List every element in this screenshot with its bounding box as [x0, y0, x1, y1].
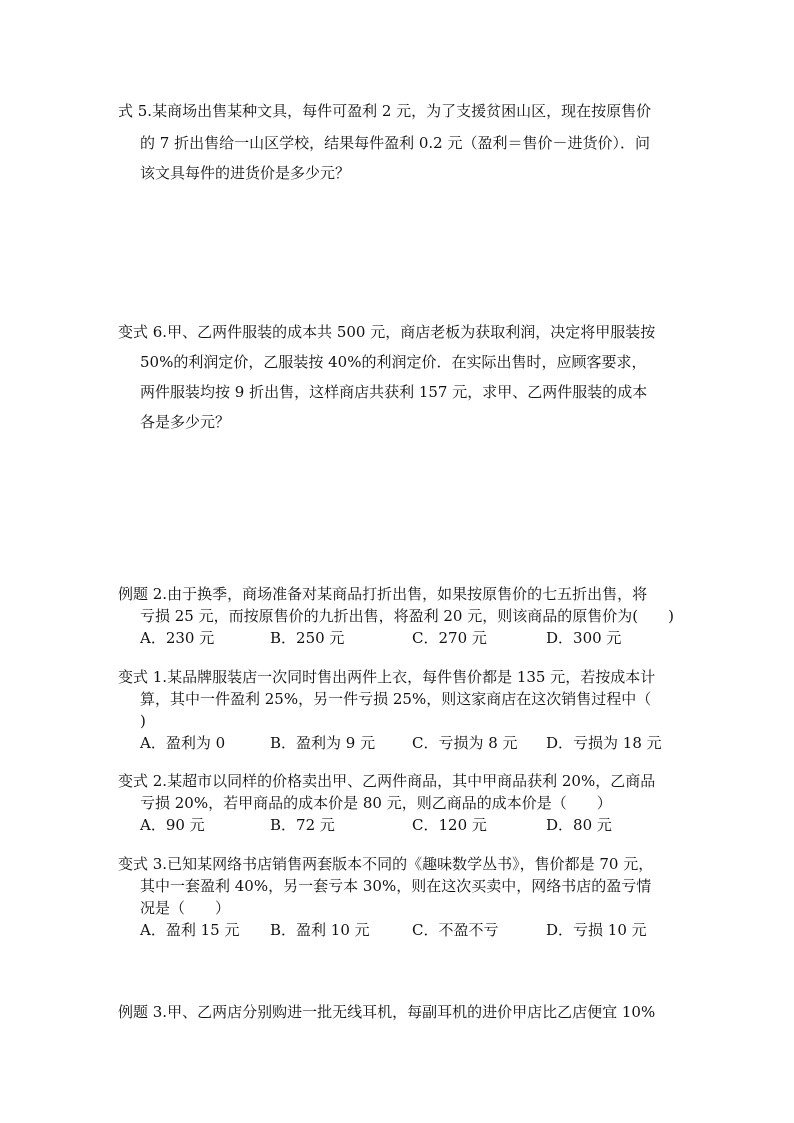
question-text-line: 50%的利润定价，乙服装按 40%的利润定价．在实际出售时，应顾客要求， [140, 353, 647, 371]
question-text-line: 况是（ ） [140, 899, 231, 917]
question-text-line: 各是多少元？ [140, 413, 231, 431]
question-text-line: 亏损 25 元，而按原售价的九折出售，将盈利 20 元，则该商品的原售价为( ) [140, 607, 674, 625]
question-variant-5 [118, 100, 678, 190]
question-text-line: 例题 3.甲、乙两店分别购进一批无线耳机，每副耳机的进价甲店比乙店便宜 10% [118, 1003, 656, 1021]
question-text-line: 变式 2.某超市以同样的价格卖出甲、乙两件商品，其中甲商品获利 20%，乙商品 [118, 772, 656, 790]
option-a: A．盈利为 0 [140, 734, 226, 752]
option-d: D．亏损为 18 元 [546, 734, 662, 752]
question-text-line: 变式 1.某品牌服装店一次同时售出两件上衣，每件售价都是 135 元，若按成本计 [118, 668, 656, 686]
question-text-line: 变式 3.已知某网络书店销售两套版本不同的《趣味数学丛书》，售价都是 70 元， [118, 855, 654, 873]
question-variant-6 [118, 321, 678, 441]
option-c: C．亏损为 8 元 [412, 734, 518, 752]
option-a: A．90 元 [140, 816, 205, 834]
question-text-line: 其中一套盈利 40%，另一套亏本 30%，则在这次买卖中，网络书店的盈亏情 [140, 877, 652, 895]
question-variant-1 [118, 666, 678, 754]
question-text-line: 算，其中一件盈利 25%，另一件亏损 25%，则这家商店在这次销售过程中（ [140, 690, 652, 708]
answer-options [140, 732, 680, 754]
question-text-line: 的 7 折出售给一山区学校，结果每件盈利 0.2 元（盈利＝售价－进货价）．问 [140, 134, 650, 152]
question-variant-2 [118, 770, 678, 836]
option-c: C．120 元 [412, 816, 487, 834]
option-b: B．250 元 [270, 629, 345, 647]
option-d: D．亏损 10 元 [546, 921, 647, 939]
question-text-line: 变式 6.甲、乙两件服装的成本共 500 元，商店老板为获取利润，决定将甲服装按 [118, 323, 656, 341]
question-text-line: 例题 2.由于换季，商场准备对某商品打折出售，如果按原售价的七五折出售，将 [118, 585, 648, 603]
example-2 [118, 583, 678, 649]
question-text-line: ) [140, 712, 146, 730]
question-text-line: 亏损 20%，若甲商品的成本价是 80 元，则乙商品的成本价是（ ） [140, 794, 612, 812]
option-c: C．270 元 [412, 629, 487, 647]
answer-options [140, 919, 680, 941]
answer-options [140, 627, 680, 649]
option-d: D．300 元 [546, 629, 622, 647]
option-a: A．盈利 15 元 [140, 921, 240, 939]
option-a: A．230 元 [140, 629, 215, 647]
option-b: B．盈利 10 元 [270, 921, 370, 939]
question-text-line: 式 5.某商场出售某种文具，每件可盈利 2 元，为了支援贫困山区，现在按原售价 [118, 102, 652, 120]
option-c: C．不盈不亏 [412, 921, 499, 939]
question-text-line: 两件服装均按 9 折出售，这样商店共获利 157 元，求甲、乙两件服装的成本 [140, 383, 648, 401]
option-b: B．72 元 [270, 816, 335, 834]
question-variant-3 [118, 853, 678, 941]
example-3 [118, 1001, 678, 1023]
option-b: B．盈利为 9 元 [270, 734, 376, 752]
option-d: D．80 元 [546, 816, 612, 834]
answer-options [140, 814, 680, 836]
question-text-line: 该文具每件的进货价是多少元？ [140, 164, 351, 182]
